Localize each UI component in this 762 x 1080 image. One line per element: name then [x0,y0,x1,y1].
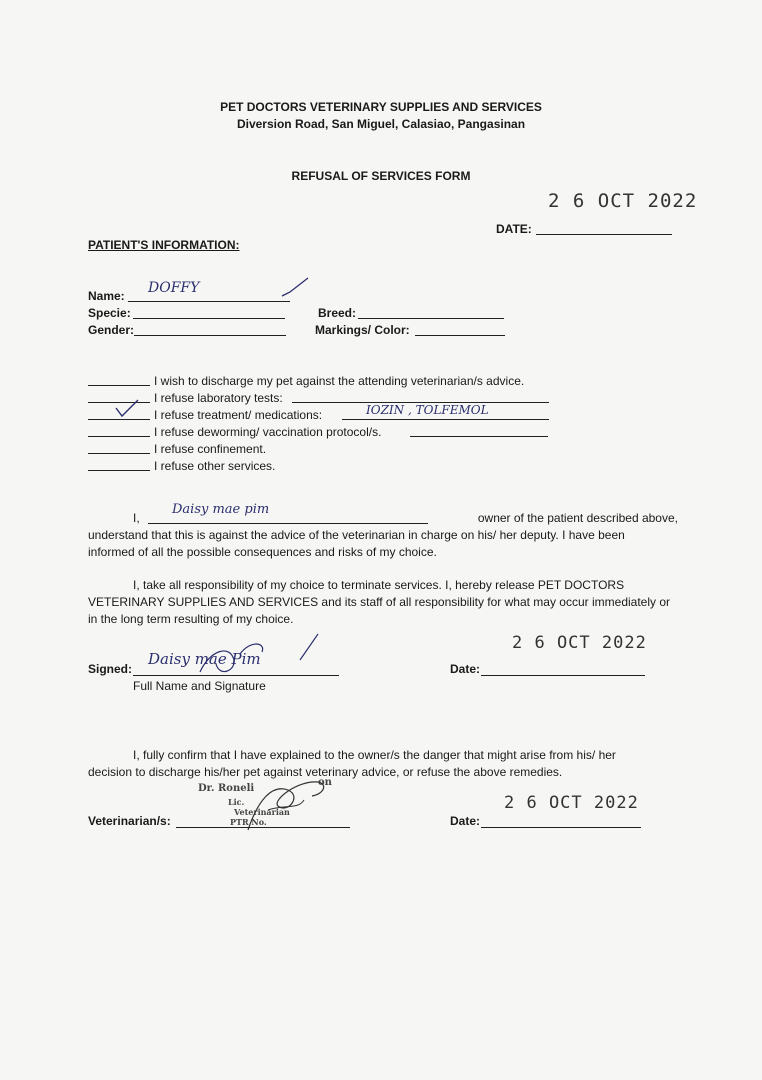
vet-confirm-line1: I, fully confirm that I have explained to the owner/s the danger that might arise from his/ her [133,748,616,762]
breed-label: Breed: [318,306,357,320]
date-line-top [536,234,672,235]
vet-stamp-title: Veterinarian [234,807,290,817]
responsibility-line3: in the long term resulting of my choice. [88,612,294,626]
company-address: Diversion Road, San Miguel, Calasiao, Pangasinan [236,117,526,131]
option-text: I wish to discharge my pet against the attending veterinarian/s advice. [154,374,525,388]
owner-line1-suffix: owner of the patient described above, [477,511,678,525]
owner-name-line[interactable] [148,523,428,524]
vet-confirm-line2: decision to discharge his/her pet against veterinary advice, or refuse the above remedies. [88,765,563,779]
option-text: I refuse other services. [154,459,276,473]
medications-handwritten: IOZIN , TOLFEMOL [366,403,489,417]
breed-line [358,318,504,319]
option-blank[interactable] [88,385,150,386]
specie-line [133,318,285,319]
name-line [128,301,290,302]
option-text: I refuse deworming/ vaccination protocol/s. [154,425,382,439]
responsibility-line2: VETERINARY SUPPLIES AND SERVICES and its staff of all responsibility for what may occur immediately or [88,595,671,609]
option-text: I refuse confinement. [154,442,267,456]
gender-label: Gender: [88,323,135,337]
markings-line [415,335,505,336]
option-blank[interactable] [88,453,150,454]
owner-signature: Daisy mae Pim [148,650,261,668]
vet-stamp-name-tail: on [318,777,332,788]
markings-label: Markings/ Color: [315,323,410,337]
date-stamp-owner: 2 6 OCT 2022 [512,633,647,653]
date-label-top: DATE: [496,222,532,236]
option-blank[interactable] [88,470,150,471]
option-blank-checked[interactable] [88,419,150,420]
medications-line [342,419,549,420]
option-blank[interactable] [88,436,150,437]
vet-stamp-ptr: PTR No. [230,817,267,827]
option-text: I refuse laboratory tests: [154,391,283,405]
owner-name-handwritten: Daisy mae pim [172,502,270,517]
signed-label: Signed: [88,662,132,676]
date-label-vet: Date: [450,814,481,828]
deworming-line [410,436,548,437]
owner-line3: informed of all the possible consequences and risks of my choice. [88,545,437,559]
signature-caption: Full Name and Signature [133,679,266,693]
vet-stamp-license: Lic. [228,797,245,807]
vet-line[interactable] [176,827,350,828]
option-text: I refuse treatment/ medications: [154,408,323,422]
patient-section-title: PATIENT'S INFORMATION: [88,238,240,252]
date-stamp-vet: 2 6 OCT 2022 [504,793,639,813]
check-mark-icon [114,398,140,418]
vet-stamp-name: Dr. Roneli [198,783,255,794]
date-label-owner: Date: [450,662,481,676]
specie-label: Specie: [88,306,131,320]
name-label: Name: [88,289,125,303]
vet-signature-scribble-icon [228,760,348,840]
date-stamp-top: 2 6 OCT 2022 [548,190,698,212]
gender-line [134,335,286,336]
date-line-owner[interactable] [481,675,645,676]
owner-prefix: I, [133,511,140,525]
owner-line2: understand that this is against the advice of the veterinarian in charge on his/ her deputy. I have been [88,528,625,542]
patient-name-handwritten: DOFFY [148,280,200,296]
vet-label: Veterinarian/s: [88,814,171,828]
check-mark-icon [280,276,310,302]
form-title: REFUSAL OF SERVICES FORM [291,169,471,183]
responsibility-line1: I, take all responsibility of my choice to terminate services. I, hereby release PET DOCTORS [133,578,625,592]
company-name: PET DOCTORS VETERINARY SUPPLIES AND SERVICES [220,100,542,114]
date-line-vet[interactable] [481,827,641,828]
